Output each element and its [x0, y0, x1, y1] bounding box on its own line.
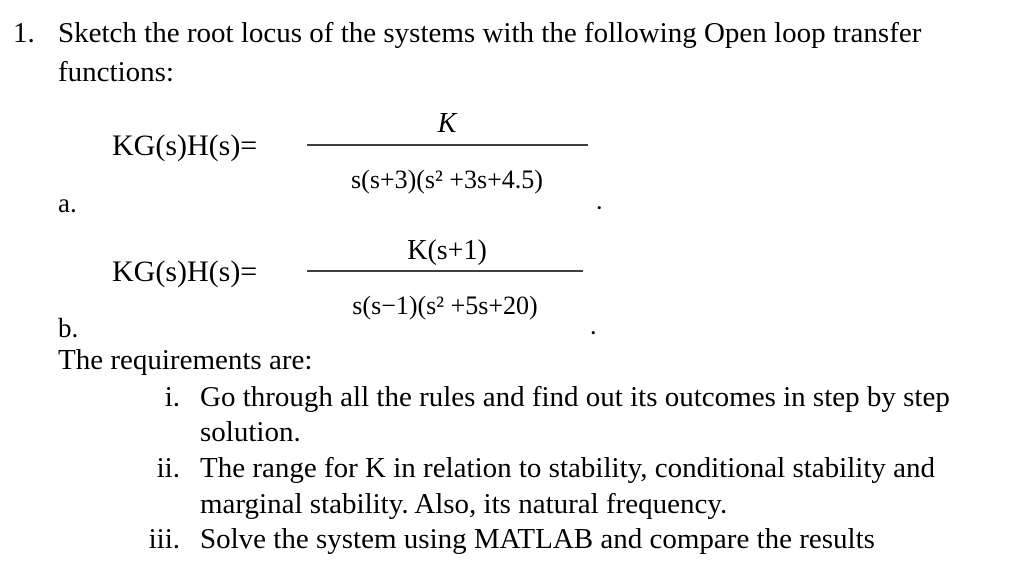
- part-b-period: .: [590, 311, 597, 340]
- question-number: 1.: [13, 17, 35, 49]
- equation-a: [112, 108, 588, 194]
- requirement-number-iii: iii.: [148, 523, 180, 555]
- equation-b-denominator: s(s−1)(s² +5s+20): [352, 291, 538, 320]
- equation-b-lhs: KG(s)H(s)=: [112, 255, 258, 288]
- equation-a-lhs: KG(s)H(s)=: [112, 129, 258, 162]
- requirement-iii-line-1: Solve the system using MATLAB and compare the results: [200, 523, 875, 555]
- equation-b-numerator: K(s+1): [407, 235, 487, 266]
- requirement-number-i: i.: [164, 381, 180, 413]
- requirement-number-ii: ii.: [156, 452, 180, 484]
- equation-a-numerator: K: [437, 108, 457, 139]
- requirement-ii-line-1: The range for K in relation to stability, conditional stability and: [200, 452, 936, 484]
- question-text-line-2: functions:: [58, 56, 174, 88]
- requirement-i-line-2: solution.: [200, 416, 301, 448]
- part-a-label: a.: [58, 188, 77, 218]
- equation-b: [112, 235, 583, 320]
- question-text-line-1: Sketch the root locus of the systems with the following Open loop transfer: [58, 17, 922, 49]
- part-b-label: b.: [58, 313, 79, 343]
- requirement-ii-line-2: marginal stability. Also, its natural frequency.: [200, 488, 728, 520]
- requirements-heading: The requirements are:: [58, 344, 313, 376]
- part-a-period: .: [596, 186, 603, 215]
- requirement-i-line-1: Go through all the rules and find out its outcomes in step by step: [200, 381, 950, 413]
- equation-a-denominator: s(s+3)(s² +3s+4.5): [351, 165, 543, 194]
